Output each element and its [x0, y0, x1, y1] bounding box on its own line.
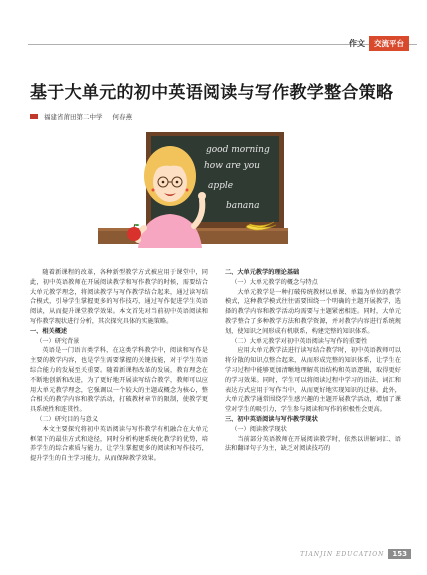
intro-paragraph: 随着新课程的改革，各种新型教学方式被应用于课堂中，同此，初中英语教师在开展阅读教学和写作教学的时候，需要结合大单元教学理念，将阅读教学与写作教学结合起来，通过读写结合模式，引导学生掌握更多的写作技巧，通过写作促进学生英语阅读，从而提升课堂教学效果。本文首先对当前初中英语阅读和写作教学现状进行分析，其次探究具体的实施策略。 [30, 269, 208, 325]
subsection-heading: （二）研究目的与意义 [36, 415, 99, 423]
left-column [30, 268, 208, 464]
body-paragraph: 英语是一门语言类学科，在这类学科教学中，阅读和写作是主要的教学内容，也是学生需要掌握的关键技能，对于学生英语综合能力的发展至关重要。随着新课程改革的发展，教育理念在不断地创新和改进，为了更好地开展读写结合教学，教师可以应用大单元教学理念，它强调以一个较大的主题或概念为核心，整合相关的教学内容和教学活动，打破教材章节的限制，使教学更具系统性和连贯性。 [30, 347, 208, 414]
section-heading: 三、初中英语阅读与写作教学现状 [225, 415, 318, 423]
author: 何春燕 [112, 113, 132, 121]
column-label: 作文 [349, 39, 365, 48]
page-footer [300, 549, 411, 559]
section-heading: 二、大单元教学的理论基础 [225, 269, 300, 276]
byline [30, 112, 132, 121]
section-tag [349, 36, 409, 51]
pointing-hand-icon [198, 192, 206, 200]
body-paragraph: 应用大单元教学法进行读写结合教学时，初中英语教师可以将分散的知识点整合起来，从而形成完整的知识体系，让学生在学习过程中能够更加清晰地理解英语结构和英语逻辑，取得更好的学习效果。同时，学生可以将阅读过程中学习的语法、词汇和表达方式应用于写作当中，从而更好地实现知识的迁移。此外，大单元教学通常围绕学生感兴趣的主题开展教学活动，增加了课堂对学生的吸引力，学生参与阅读和写作的积极性会更高。 [225, 347, 401, 414]
subsection-heading: （一）研究背景 [36, 337, 80, 345]
page-number: 153 [388, 549, 411, 559]
board-line-4: banana [226, 201, 260, 211]
section-heading: 一、相关概述 [30, 327, 68, 335]
body-paragraph: 大单元教学是一种打破传统教材以单课、单篇为单位的教学模式，这种教学模式往往需要围绕一个明确的主题开展教学，选择的教学内容和教学活动均需要与主题紧密相连。同时，大单元教学整合了多种教学方法和教学资源，并对教学内容进行系统规划，使知识之间形成有机联系，构建完整的知识体系。 [225, 288, 401, 335]
right-column [225, 268, 401, 454]
board-line-3: apple [208, 181, 234, 191]
body-paragraph: 当前部分英语教师在开展阅读教学时，依然以讲解词汇、语法和翻译句子为主，缺乏对阅读技巧的 [225, 435, 401, 453]
byline-marker [30, 114, 38, 119]
subsection-heading: （一）阅读教学现状 [231, 425, 287, 433]
board-line-2: how are you [204, 161, 260, 171]
article-title: 基于大单元的初中英语阅读与写作教学整合策略 [30, 83, 394, 103]
magazine-name: TIANJIN EDUCATION [300, 550, 385, 558]
section-label: 交流平台 [369, 36, 409, 51]
apple-icon [127, 227, 141, 241]
subsection-heading: （二）大单元教学对初中英语阅读与写作的重要性 [231, 337, 368, 345]
body-paragraph: 本文主要探究将初中英语阅读与写作教学有机融合在大单元框架下的最佳方式和途径，同时分析构建系统化教学的优势，培养学生的综合素质与能力，让学生掌握更多的阅读和写作技巧，提升学生的自主学习能力，从而保障教学效果。 [30, 425, 208, 463]
subsection-heading: （一）大单元教学的概念与特点 [231, 278, 318, 286]
affiliation: 福建省莆田第二中学 [44, 113, 103, 121]
board-line-1: good morning [206, 145, 270, 155]
teacher-illustration [98, 130, 288, 250]
